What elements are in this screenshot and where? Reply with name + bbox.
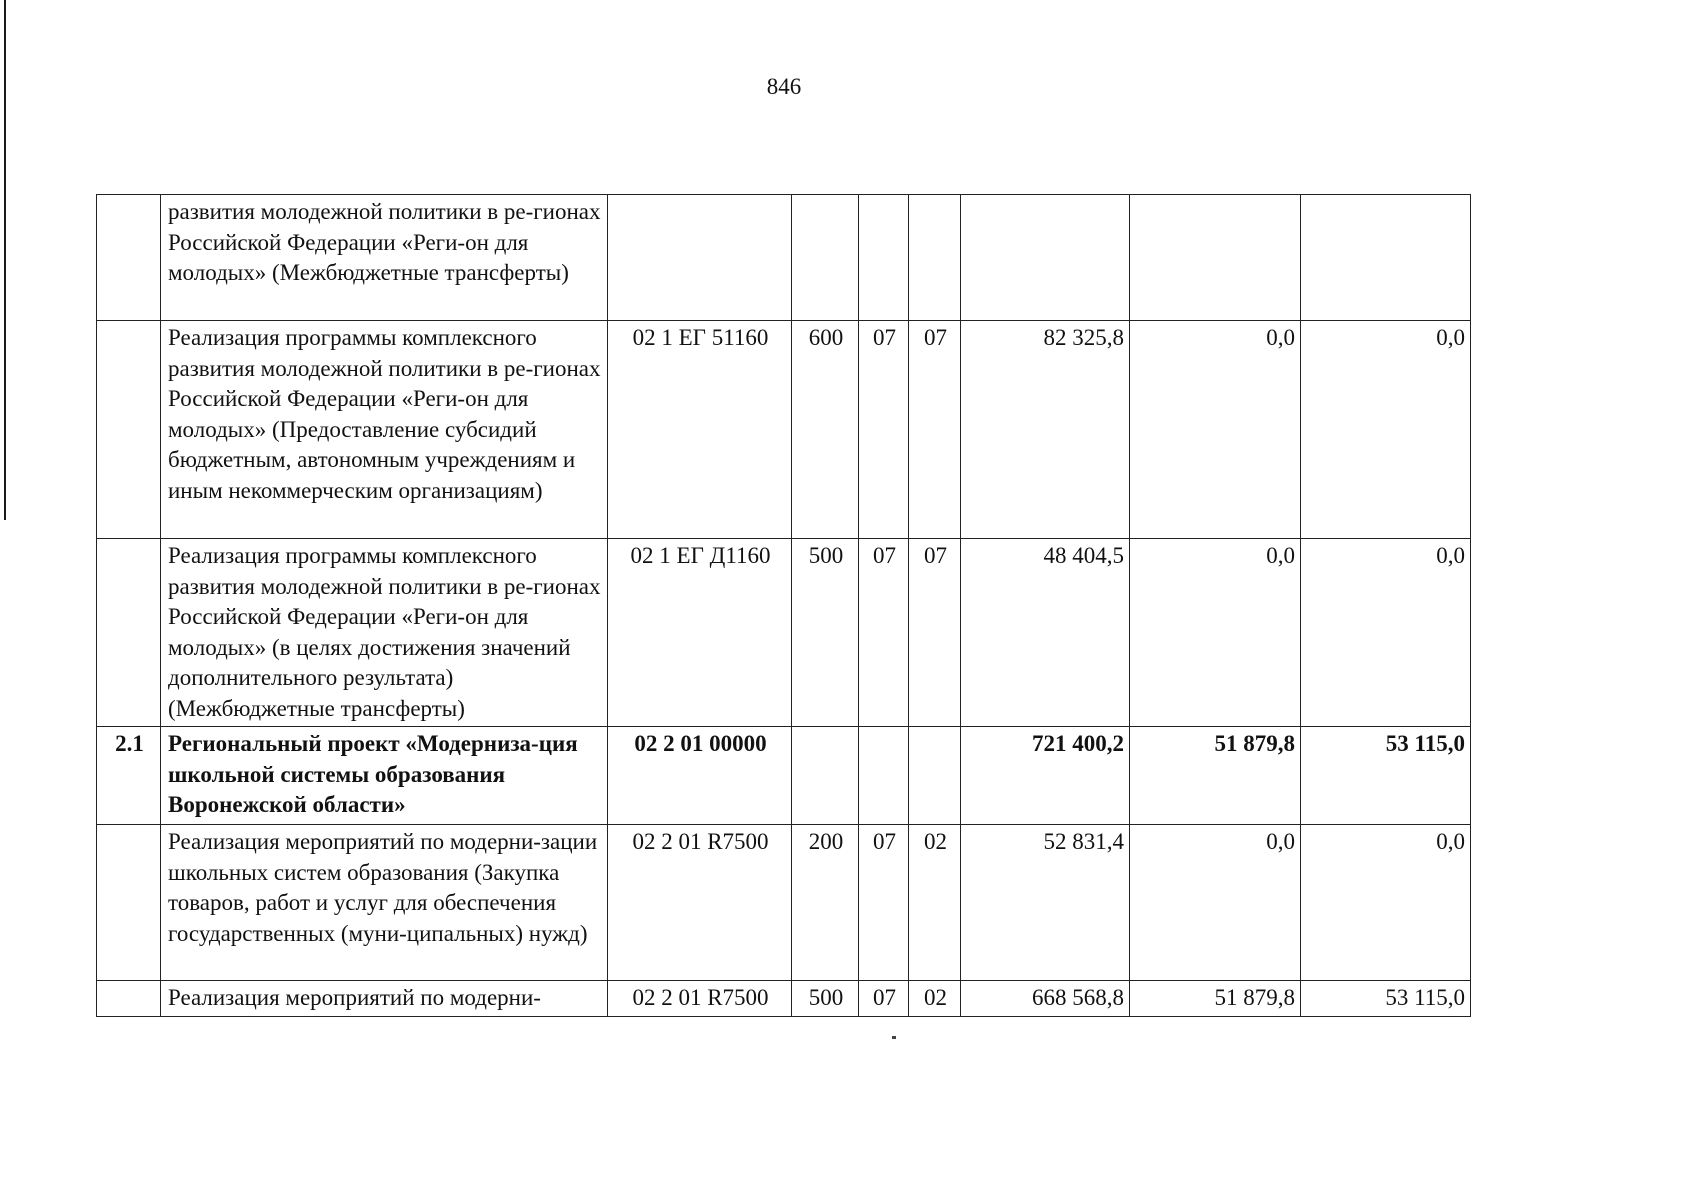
row-rz: 07 [859, 321, 909, 539]
row-amount-3: 0,0 [1301, 539, 1471, 727]
row-rz [859, 727, 909, 825]
row-vr: 500 [792, 981, 859, 1017]
row-vr: 600 [792, 321, 859, 539]
row-amount-2: 0,0 [1130, 539, 1301, 727]
row-vr [792, 727, 859, 825]
row-pr [909, 195, 961, 321]
row-rz [859, 195, 909, 321]
row-amount-2: 0,0 [1130, 321, 1301, 539]
row-amount-2: 51 879,8 [1130, 981, 1301, 1017]
row-amount-2: 0,0 [1130, 825, 1301, 981]
budget-table-body [97, 195, 1471, 1017]
row-amount-1 [961, 195, 1130, 321]
table-row [97, 321, 1471, 539]
row-amount-3: 0,0 [1301, 321, 1471, 539]
row-pr: 02 [909, 981, 961, 1017]
budget-table [96, 194, 1471, 1017]
row-name: Реализация программы комплексного развития молодежной политики в ре-гионах Российской Федерации «Реги-он для молодых» (в целях достижения значений дополнительного результата) (Межбюджетные трансферты) [161, 539, 608, 727]
row-amount-3 [1301, 195, 1471, 321]
row-name: Региональный проект «Модерниза-ция школьной системы образования Воронежской области» [161, 727, 608, 825]
row-number [97, 321, 161, 539]
table-row [97, 981, 1471, 1017]
scan-speck [892, 1036, 896, 1039]
row-amount-1: 52 831,4 [961, 825, 1130, 981]
row-code: 02 2 01 R7500 [608, 981, 792, 1017]
row-rz: 07 [859, 825, 909, 981]
row-amount-1: 721 400,2 [961, 727, 1130, 825]
table-row [97, 727, 1471, 825]
row-name: Реализация программы комплексного развития молодежной политики в ре-гионах Российской Федерации «Реги-он для молодых» (Предоставление субсидий бюджетным, автономным учреждениям и иным некоммерческим организациям) [161, 321, 608, 539]
row-number [97, 825, 161, 981]
table-row [97, 539, 1471, 727]
row-vr: 200 [792, 825, 859, 981]
row-amount-3: 0,0 [1301, 825, 1471, 981]
row-name: Реализация мероприятий по модерни-зации школьных систем образования (Закупка товаров, работ и услуг для обеспечения государственных (муни-ципальных) нужд) [161, 825, 608, 981]
row-amount-3: 53 115,0 [1301, 981, 1471, 1017]
row-name: развития молодежной политики в ре-гионах Российской Федерации «Реги-он для молодых» (Межбюджетные трансферты) [161, 195, 608, 321]
row-rz: 07 [859, 539, 909, 727]
row-pr: 02 [909, 825, 961, 981]
row-code: 02 2 01 R7500 [608, 825, 792, 981]
page-number: 846 [766, 74, 802, 99]
row-pr: 07 [909, 321, 961, 539]
row-code: 02 1 ЕГ Д1160 [608, 539, 792, 727]
row-code [608, 195, 792, 321]
row-pr: 07 [909, 539, 961, 727]
row-pr [909, 727, 961, 825]
row-number [97, 195, 161, 321]
row-name: Реализация мероприятий по модерни- [161, 981, 608, 1017]
row-code: 02 2 01 00000 [608, 727, 792, 825]
row-vr: 500 [792, 539, 859, 727]
row-amount-2 [1130, 195, 1301, 321]
row-rz: 07 [859, 981, 909, 1017]
table-row [97, 825, 1471, 981]
row-number: 2.1 [97, 727, 161, 825]
row-code: 02 1 ЕГ 51160 [608, 321, 792, 539]
row-number [97, 539, 161, 727]
row-amount-3: 53 115,0 [1301, 727, 1471, 825]
row-amount-1: 48 404,5 [961, 539, 1130, 727]
row-vr [792, 195, 859, 321]
row-amount-2: 51 879,8 [1130, 727, 1301, 825]
table-row [97, 195, 1471, 321]
row-amount-1: 82 325,8 [961, 321, 1130, 539]
row-amount-1: 668 568,8 [961, 981, 1130, 1017]
row-number [97, 981, 161, 1017]
